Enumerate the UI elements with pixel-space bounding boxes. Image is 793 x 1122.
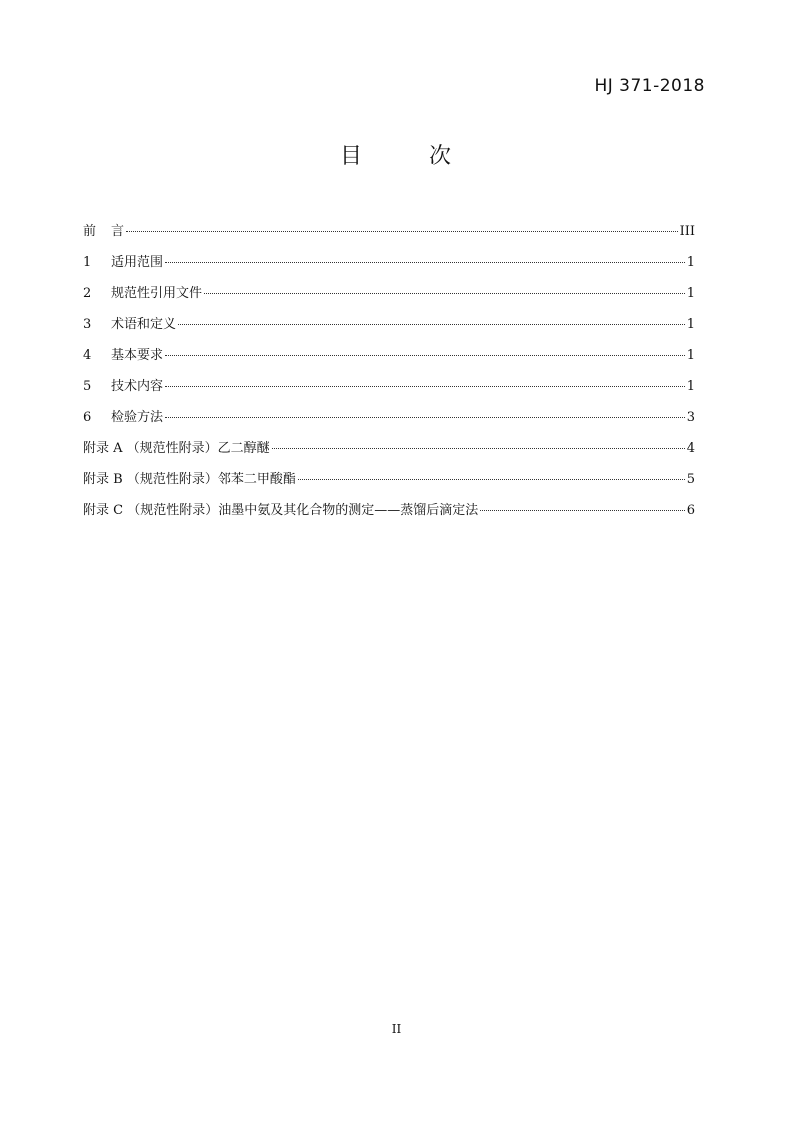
toc-entry-page: 3 — [686, 410, 695, 425]
toc-entry-label: 油墨中氨及其化合物的测定——蒸馏后滴定法 — [218, 503, 479, 518]
toc-entry-label: 基本要求 — [111, 348, 164, 363]
toc-entry-label: 技术内容 — [111, 379, 164, 394]
page-number: II — [391, 1022, 402, 1036]
table-of-contents — [83, 221, 695, 531]
toc-entry-label: 规范性引用文件 — [111, 286, 203, 301]
toc-entry-number: 6 — [83, 410, 92, 425]
toc-entry-appendix-b[interactable] — [83, 469, 695, 500]
toc-leader-dots — [126, 218, 678, 232]
toc-entry-number: 2 — [83, 286, 92, 301]
toc-leader-dots — [480, 497, 684, 511]
toc-entry-label: 邻苯二甲酸酯 — [217, 472, 296, 487]
document-code: HJ 371-2018 — [594, 76, 705, 96]
toc-entry-page: 5 — [686, 472, 695, 487]
toc-entry-2[interactable] — [83, 283, 695, 314]
toc-appendix-prefix: 附录 C （规范性附录） — [83, 503, 219, 518]
toc-leader-dots — [165, 342, 685, 356]
toc-entry-label: 术语和定义 — [111, 317, 177, 332]
toc-entry-6[interactable] — [83, 407, 695, 438]
toc-entry-label: 乙二醇醚 — [217, 441, 270, 456]
toc-entry-3[interactable] — [83, 314, 695, 345]
toc-entry-number: 前 — [83, 224, 97, 239]
toc-entry-page: III — [679, 224, 695, 239]
toc-leader-dots — [272, 435, 685, 449]
toc-entry-page: 4 — [686, 441, 695, 456]
toc-entry-page: 6 — [686, 503, 695, 518]
toc-entry-foreword[interactable] — [83, 221, 695, 252]
toc-entry-appendix-a[interactable] — [83, 438, 695, 469]
toc-entry-appendix-c[interactable] — [83, 500, 695, 531]
toc-entry-page: 1 — [686, 317, 695, 332]
toc-entry-page: 1 — [686, 348, 695, 363]
toc-entry-5[interactable] — [83, 376, 695, 407]
toc-leader-dots — [204, 280, 685, 294]
toc-appendix-prefix: 附录 A （规范性附录） — [83, 441, 218, 456]
toc-entry-page: 1 — [686, 255, 695, 270]
toc-appendix-prefix: 附录 B （规范性附录） — [83, 472, 218, 487]
toc-entry-label: 言 — [111, 224, 125, 239]
toc-leader-dots — [298, 466, 685, 480]
toc-entry-label: 检验方法 — [111, 410, 164, 425]
toc-entry-page: 1 — [686, 379, 695, 394]
toc-entry-number: 1 — [83, 255, 92, 270]
toc-entry-4[interactable] — [83, 345, 695, 376]
toc-entry-number: 4 — [83, 348, 92, 363]
toc-entry-label: 适用范围 — [111, 255, 164, 270]
toc-leader-dots — [178, 311, 685, 325]
toc-entry-number: 5 — [83, 379, 92, 394]
page-title: 目 次 — [340, 144, 481, 169]
toc-entry-page: 1 — [686, 286, 695, 301]
toc-entry-1[interactable] — [83, 252, 695, 283]
toc-leader-dots — [165, 404, 685, 418]
toc-entry-number: 3 — [83, 317, 92, 332]
toc-leader-dots — [165, 249, 685, 263]
toc-leader-dots — [165, 373, 685, 387]
